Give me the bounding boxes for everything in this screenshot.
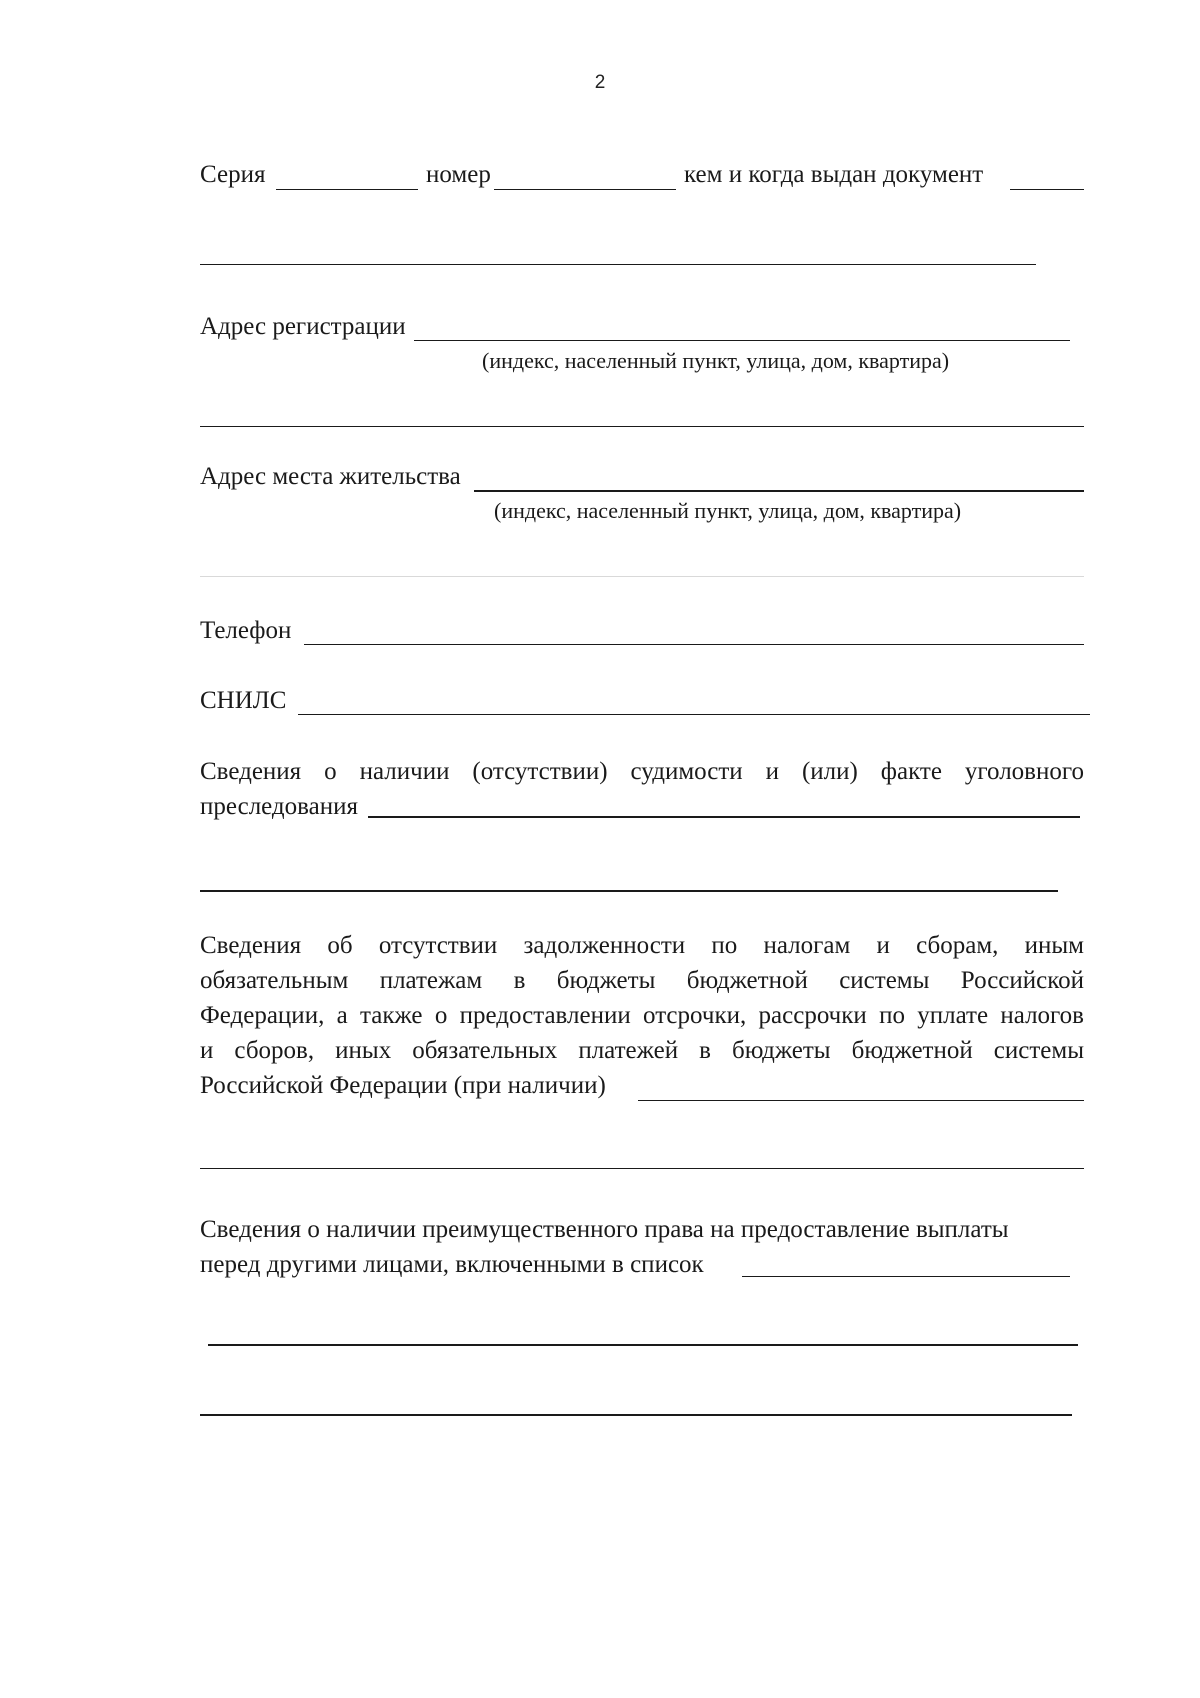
snils-field[interactable] — [298, 714, 1090, 715]
priority-field-continuation-2[interactable] — [200, 1414, 1072, 1416]
debt-line-3: Федерации, а также о предоставлении отсрочки, рассрочки по уплате налогов — [200, 1002, 1084, 1029]
debt-line-5: Российской Федерации (при наличии) — [200, 1072, 606, 1099]
criminal-line-1: Сведения о наличии (отсутствии) судимости и (или) факте уголовного — [200, 758, 1084, 785]
issued-field[interactable] — [1010, 189, 1084, 190]
phone-field[interactable] — [304, 644, 1084, 645]
criminal-record-field-continuation[interactable] — [200, 890, 1058, 892]
snils-label: СНИЛС — [200, 687, 287, 714]
residence-field[interactable] — [474, 490, 1084, 492]
criminal-record-field[interactable] — [368, 816, 1080, 818]
issued-field-continuation[interactable] — [200, 264, 1036, 265]
residence-label: Адрес места жительства — [200, 463, 461, 490]
debt-line-1: Сведения об отсутствии задолженности по налогам и сборам, иным — [200, 932, 1084, 959]
number-label: номер — [426, 161, 491, 188]
number-field[interactable] — [494, 189, 676, 190]
registration-field-continuation[interactable] — [200, 426, 1084, 427]
page-number: 2 — [594, 72, 606, 93]
phone-label: Телефон — [200, 617, 292, 644]
series-field[interactable] — [276, 189, 418, 190]
residence-hint: (индекс, населенный пункт, улица, дом, квартира) — [494, 498, 962, 523]
registration-hint: (индекс, населенный пункт, улица, дом, квартира) — [482, 348, 950, 373]
issued-label: кем и когда выдан документ — [684, 161, 984, 188]
tax-debt-text — [200, 928, 1084, 1103]
priority-line-1: Сведения о наличии преимущественного права на предоставление выплаты — [200, 1216, 1009, 1243]
priority-field-continuation-1[interactable] — [208, 1344, 1078, 1346]
criminal-line-2: преследования — [200, 793, 358, 820]
registration-field[interactable] — [414, 340, 1070, 341]
residence-field-continuation[interactable] — [200, 576, 1084, 577]
series-label: Серия — [200, 161, 266, 188]
tax-debt-field[interactable] — [638, 1100, 1084, 1101]
criminal-record-text — [200, 754, 1084, 824]
debt-line-2: обязательным платежам в бюджеты бюджетной системы Российской — [200, 967, 1084, 994]
priority-field[interactable] — [742, 1276, 1070, 1277]
registration-label: Адрес регистрации — [200, 313, 406, 340]
tax-debt-field-continuation[interactable] — [200, 1168, 1084, 1169]
priority-line-2: перед другими лицами, включенными в список — [200, 1251, 704, 1278]
debt-line-4: и сборов, иных обязательных платежей в бюджеты бюджетной системы — [200, 1037, 1084, 1064]
